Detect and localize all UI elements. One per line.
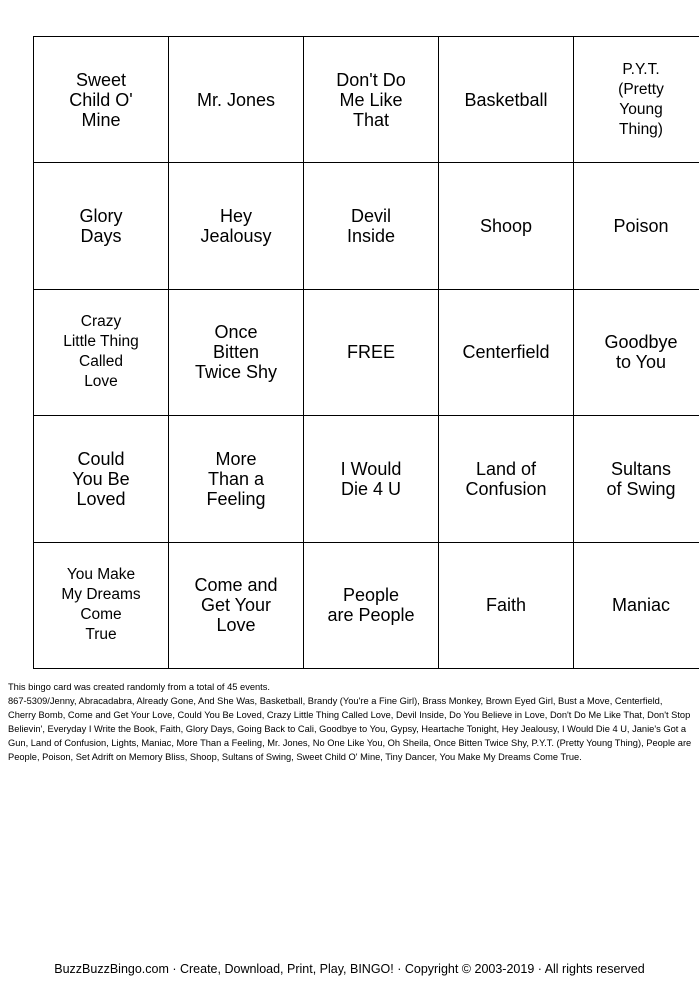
event-list: 867-5309/Jenny, Abracadabra, Already Gone, And She Was, Basketball, Brandy (You're a Fine Girl), Brass Monkey, Brown Eyed Girl, Bust a Move, Centerfield, Cherry Bomb, Come and Get Your Love, Could You Be Loved, Crazy Little Thing Called Love, Devil Inside, Do You Believe in Love, Don't Do Me Like That, Don't Stop Believin', Everyday I Write the Book, Faith, Glory Days, Going Back to Cali, Goodbye to You, Gypsy, Heartache Tonight, Hey Jealousy, I Would Die 4 U, Janie's Got a Gun, Land of Confusion, Lights, Maniac, More Than a Feeling, Mr. Jones, No One Like You, Oh Sheila, Once Bitten Twice Shy, P.Y.T. (Pretty Young Thing), People are People, Poison, Set Adrift on Memory Bliss, Shoop, Sultans of Swing, Sweet Child O' Mine, Tiny Dancer, You Make My Dreams Come True. xyxy=(8,696,692,762)
bingo-cell: Mr. Jones xyxy=(169,37,304,163)
bingo-row xyxy=(34,37,699,163)
bingo-cell: Poison xyxy=(574,163,699,289)
bingo-card xyxy=(33,36,699,669)
card-info xyxy=(8,680,692,764)
bingo-cell: Sweet Child O' Mine xyxy=(34,37,169,163)
bingo-cell: Maniac xyxy=(574,542,699,668)
bingo-row xyxy=(34,289,699,415)
bingo-cell: Goodbye to You xyxy=(574,289,699,415)
bingo-cell: Devil Inside xyxy=(304,163,439,289)
bingo-row xyxy=(34,163,699,289)
bingo-cell: Faith xyxy=(439,542,574,668)
bingo-cell: P.Y.T. (Pretty Young Thing) xyxy=(574,37,699,163)
footer: BuzzBuzzBingo.com · Create, Download, Print, Play, BINGO! · Copyright © 2003-2019 · All rights reserved xyxy=(54,962,645,976)
bingo-cell: Sultans of Swing xyxy=(574,416,699,542)
bingo-cell: Crazy Little Thing Called Love xyxy=(34,289,169,415)
bingo-cell: You Make My Dreams Come True xyxy=(34,542,169,668)
bingo-row xyxy=(34,542,699,668)
bingo-cell: More Than a Feeling xyxy=(169,416,304,542)
bingo-cell: I Would Die 4 U xyxy=(304,416,439,542)
bingo-cell: Don't Do Me Like That xyxy=(304,37,439,163)
bingo-row xyxy=(34,416,699,542)
bingo-cell: People are People xyxy=(304,542,439,668)
bingo-cell: Glory Days xyxy=(34,163,169,289)
bingo-cell: FREE xyxy=(304,289,439,415)
bingo-cell: Shoop xyxy=(439,163,574,289)
bingo-cell: Basketball xyxy=(439,37,574,163)
bingo-cell: Could You Be Loved xyxy=(34,416,169,542)
bingo-cell: Centerfield xyxy=(439,289,574,415)
bingo-cell: Land of Confusion xyxy=(439,416,574,542)
bingo-cell: Once Bitten Twice Shy xyxy=(169,289,304,415)
bingo-cell: Hey Jealousy xyxy=(169,163,304,289)
info-intro: This bingo card was created randomly from a total of 45 events. xyxy=(8,682,270,692)
bingo-cell: Come and Get Your Love xyxy=(169,542,304,668)
